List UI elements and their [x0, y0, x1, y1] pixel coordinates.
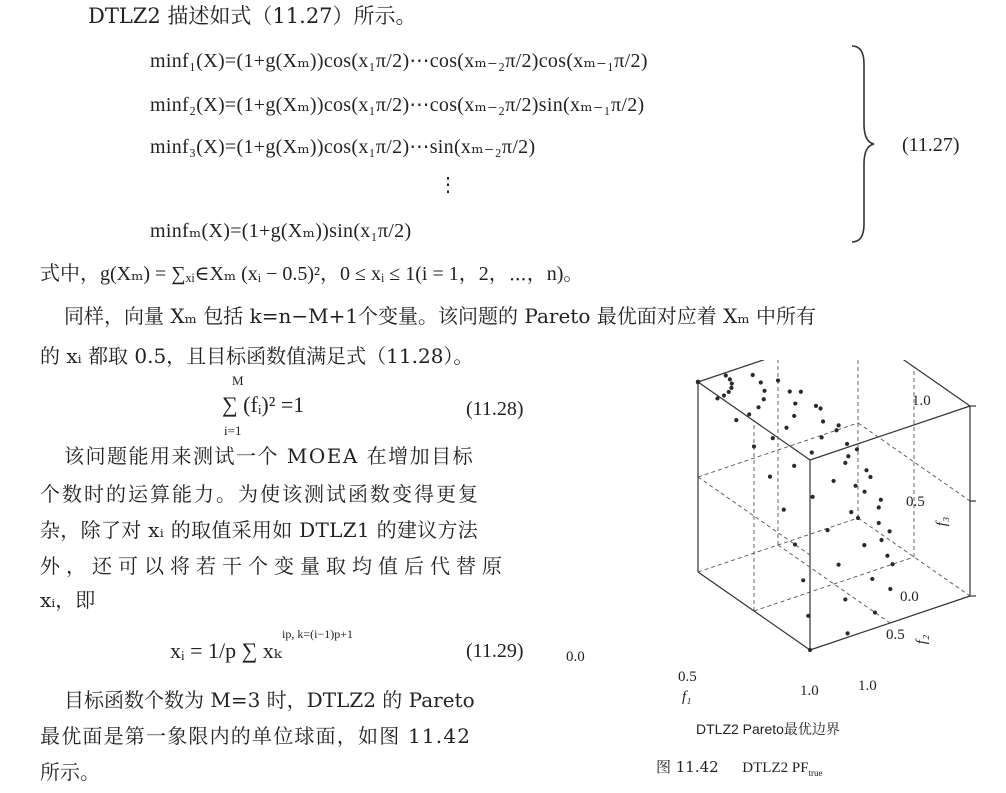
paragraph-line: 个数时的运算能力。为使该测试函数变得更复	[40, 482, 480, 506]
data-point	[877, 505, 881, 509]
data-point	[724, 373, 728, 377]
f3-tick-label: 0.5	[906, 494, 925, 510]
paragraph-line: 最优面是第一象限内的单位球面，如图 11.42	[40, 724, 472, 748]
equation-number: (11.27)	[902, 134, 960, 156]
data-point	[808, 648, 812, 652]
data-point	[788, 389, 792, 393]
equation-number: (11.28)	[466, 398, 524, 420]
intro-line: DTLZ2 描述如式（11.27）所示。	[88, 4, 417, 28]
data-point	[856, 516, 860, 520]
data-point	[820, 435, 824, 439]
data-point	[756, 405, 760, 409]
data-point	[831, 479, 835, 483]
data-point	[793, 542, 797, 546]
data-point	[793, 401, 797, 405]
data-point	[762, 397, 766, 401]
data-point	[836, 563, 840, 567]
equation-number: (11.29)	[466, 640, 524, 662]
f2-tick-label: 1.0	[858, 678, 877, 694]
data-point	[825, 528, 829, 532]
data-point	[862, 543, 866, 547]
data-point	[836, 423, 840, 427]
data-point	[843, 461, 847, 465]
data-point	[771, 436, 775, 440]
data-point	[818, 406, 822, 410]
paragraph-line: 杂，除了对 xᵢ 的取值采用如 DTLZ1 的建议方法	[40, 518, 479, 542]
paragraph-line: 同样，向量 Xₘ 包括 k=n−M+1个变量。该问题的 Pareto 最优面对应着 Xₘ 中所有	[64, 304, 816, 328]
gridline	[754, 557, 914, 611]
f2-tick-label: 0.5	[886, 627, 905, 643]
data-point	[762, 389, 766, 393]
paragraph-line: 的 xᵢ 都取 0.5，且目标函数值满足式（11.28）。	[40, 344, 474, 368]
data-point	[792, 464, 796, 468]
data-point	[776, 378, 780, 382]
sum-lower: i=1	[224, 423, 242, 438]
data-point	[870, 577, 874, 581]
equation-expr: xᵢ = 1/p ∑ xₖ	[170, 638, 282, 663]
data-point	[846, 454, 850, 458]
sum-upper: M	[232, 373, 244, 388]
f3-axis-label: f₃	[934, 516, 951, 527]
data-point	[814, 404, 818, 408]
right-brace	[848, 44, 878, 244]
sum-limits: ip, k=(i−1)p+1	[282, 627, 353, 641]
f1-tick-label: 1.0	[800, 683, 819, 699]
data-point	[879, 498, 883, 502]
data-point	[864, 468, 868, 472]
data-point	[845, 442, 849, 446]
f3-tick-label: 0.0	[900, 589, 919, 605]
data-point	[810, 450, 814, 454]
gridline	[698, 518, 858, 572]
where-line: 式中，g(Xₘ) = ∑ₓᵢ∈Xₘ (xᵢ − 0.5)²，0 ≤ xᵢ ≤ 1(i = 1，2，⋯，n)。	[40, 263, 584, 285]
data-point	[784, 426, 788, 430]
data-point	[747, 412, 751, 416]
equation-row: ⋮	[438, 174, 459, 196]
data-point	[768, 474, 772, 478]
data-point	[888, 587, 892, 591]
data-point	[849, 510, 853, 514]
data-point	[853, 484, 857, 488]
data-point	[801, 578, 805, 582]
equation-row: minf₁(X)=(1+g(Xₘ))cos(x₁π/2)⋯cos(xₘ₋₂π/2)cos(xₘ₋₁π/2)	[150, 50, 648, 72]
f2-axis-label: f₂	[914, 634, 931, 645]
data-point	[879, 538, 883, 542]
data-point	[729, 386, 733, 390]
box-edge	[810, 406, 970, 460]
data-point	[821, 419, 825, 423]
f1-tick-label: 0.5	[678, 669, 697, 685]
equation-expr: ∑ (fᵢ)² =1	[222, 392, 305, 417]
data-point	[751, 373, 755, 377]
data-point	[782, 508, 786, 512]
figure-11-42	[560, 360, 1006, 793]
caption-subscript: true	[808, 768, 823, 778]
data-point	[877, 521, 881, 525]
f3-tick-label: 1.0	[912, 393, 931, 409]
data-point	[888, 529, 892, 533]
data-point	[845, 631, 849, 635]
data-point	[728, 377, 732, 381]
f1-tick-label: 0.0	[566, 649, 585, 665]
data-point	[734, 418, 738, 422]
data-point	[727, 390, 731, 394]
data-point	[722, 393, 726, 397]
data-point	[792, 414, 796, 418]
data-point	[834, 428, 838, 432]
paragraph-line: 外，还可以将若干个变量取均值后代替原	[40, 554, 508, 578]
data-point	[799, 390, 803, 394]
figure-title: DTLZ2 Pareto最优边界	[696, 721, 840, 737]
f1-axis-label: f₁	[682, 689, 692, 705]
data-point	[752, 444, 756, 448]
data-point	[890, 562, 894, 566]
paragraph-line: 该问题能用来测试一个 MOEA 在增加目标	[64, 444, 475, 468]
data-point	[862, 490, 866, 494]
data-point	[843, 597, 847, 601]
paragraph-line: 目标函数个数为 M=3 时，DTLZ2 的 Pareto	[64, 688, 475, 712]
equation-row: minfₘ(X)=(1+g(Xₘ))sin(x₁π/2)	[150, 220, 412, 242]
data-point	[885, 554, 889, 558]
data-point	[806, 614, 810, 618]
figure-caption	[656, 760, 823, 778]
data-point	[868, 475, 872, 479]
caption-name: DTLZ2 PF	[742, 760, 809, 776]
data-point	[715, 396, 719, 400]
caption-prefix: 图 11.42	[656, 758, 719, 776]
data-point	[730, 381, 734, 385]
equation-row: minf₂(X)=(1+g(Xₘ))cos(x₁π/2)⋯cos(xₘ₋₂π/2)sin(xₘ₋₁π/2)	[150, 94, 645, 116]
data-point	[873, 610, 877, 614]
data-point	[855, 447, 859, 451]
paragraph-line: xᵢ，即	[40, 588, 96, 612]
data-point	[810, 495, 814, 499]
data-point	[759, 380, 763, 384]
equation-row: minf₃(X)=(1+g(Xₘ))cos(x₁π/2)⋯sin(xₘ₋₂π/2)	[150, 136, 536, 158]
scatter-3d-plot	[560, 360, 1006, 710]
data-point	[696, 380, 700, 384]
paragraph-line: 所示。	[40, 760, 100, 784]
